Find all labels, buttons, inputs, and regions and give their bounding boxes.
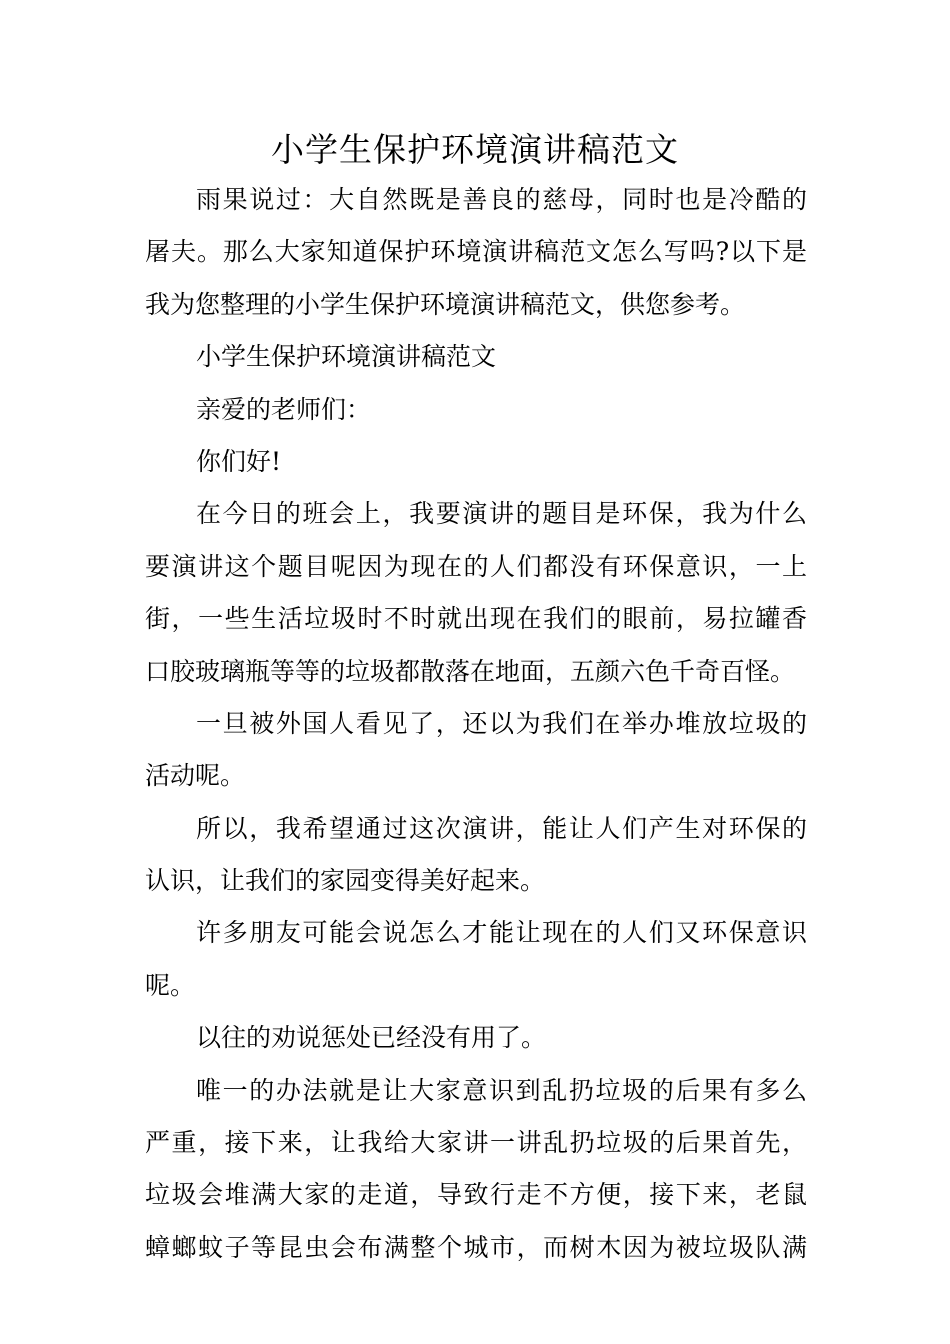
paragraph-line: 小学生保护环境演讲稿范文 [196,342,497,372]
paragraph-line: 呢。 [145,970,196,1000]
paragraph-line: 你们好! [196,446,282,476]
paragraph-line: 许多朋友可能会说怎么才能让现在的人们又环保意识 [196,918,807,948]
document-title: 小学生保护环境演讲稿范文 [271,130,679,169]
paragraph-line: 活动呢。 [145,761,246,791]
document-body [145,174,807,1274]
paragraph-line: 要演讲这个题目呢因为现在的人们都没有环保意识，一上 [145,551,807,581]
paragraph-line: 街，一些生活垃圾时不时就出现在我们的眼前，易拉罐香 [145,604,807,634]
paragraph-line: 以往的劝说惩处已经没有用了。 [196,1023,547,1053]
paragraph-line: 所以，我希望通过这次演讲，能让人们产生对环保的 [196,813,807,843]
paragraph-line: 蟑螂蚊子等昆虫会布满整个城市，而树木因为被垃圾队满 [145,1232,807,1262]
paragraph-line: 亲爱的老师们： [196,394,372,424]
paragraph-line: 唯一的办法就是让大家意识到乱扔垃圾的后果有多么 [196,1075,807,1105]
paragraph-line: 一旦被外国人看见了，还以为我们在举办堆放垃圾的 [196,708,807,738]
paragraph-line: 雨果说过：大自然既是善良的慈母，同时也是冷酷的 [196,185,807,214]
paragraph-line: 口胶玻璃瓶等等的垃圾都散落在地面，五颜六色千奇百怪。 [145,656,796,686]
paragraph-line: 我为您整理的小学生保护环境演讲稿范文，供您参考。 [145,289,746,319]
paragraph-line: 在今日的班会上，我要演讲的题目是环保，我为什么 [196,499,807,529]
paragraph-line: 屠夫。那么大家知道保护环境演讲稿范文怎么写吗?以下是 [145,237,807,267]
paragraph-line: 垃圾会堆满大家的走道，导致行走不方便，接下来，老鼠 [145,1180,807,1210]
paragraph-line: 认识，让我们的家园变得美好起来。 [145,866,546,896]
paragraph-line: 严重，接下来，让我给大家讲一讲乱扔垃圾的后果首先， [145,1128,807,1158]
